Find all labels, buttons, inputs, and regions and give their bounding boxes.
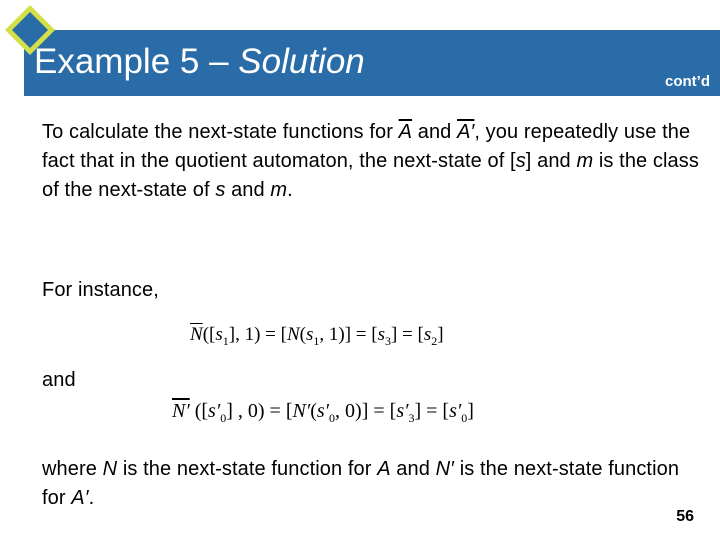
p1-text-c: , you repeatedly use the fact that in the quotient automaton, the next-state of [: [42, 121, 691, 172]
p1-symbol-m: m: [576, 150, 594, 172]
page-title: [34, 40, 365, 84]
p4-symbol-a-prime: A′: [71, 487, 89, 509]
equation-2: N′ ($[s'_0]$ , $0) = [N'(s'_0$, $0)] = [s'_3] = [s'_0]$: [172, 400, 474, 425]
p4-text-b: is the next-state function for: [117, 458, 378, 480]
p4-symbol-n: N: [102, 458, 118, 480]
p4-text-a: where: [42, 458, 103, 480]
equation-1: $\overline{N}([s_1]$, $1) = [N(s_1$, $1)] = [s_3] = [s_2]$: [190, 324, 444, 348]
p1-text-a: To calculate the next-state functions for: [42, 121, 399, 143]
p1-symbol-a-prime: A′: [457, 121, 475, 143]
paragraph-where: [42, 455, 702, 513]
page-number: 56: [676, 508, 694, 525]
p1-symbol-s2: s: [215, 179, 226, 201]
p1-text-e: is the class of the next-state of: [42, 150, 699, 201]
paragraph-and: and: [42, 369, 76, 391]
p4-text-d: is the next-state function for: [42, 458, 680, 509]
title-italic: Solution: [238, 42, 365, 81]
p1-text-g: .: [287, 179, 293, 201]
paragraph-for-instance: For instance,: [42, 279, 159, 301]
p1-text-d: ] and: [525, 150, 577, 172]
p1-symbol-m2: m: [270, 179, 288, 201]
p4-symbol-a: A: [377, 458, 391, 480]
p1-symbol-a: $\overline{A}$: [398, 121, 413, 143]
p4-text-e: .: [88, 487, 95, 509]
p1-text-f: and: [225, 179, 271, 201]
p1-text-b: and: [412, 121, 458, 143]
p1-symbol-s: s: [515, 150, 526, 172]
p4-text-c: and: [390, 458, 436, 480]
p4-symbol-n-prime: N′: [435, 458, 455, 480]
paragraph-intro: [42, 118, 702, 205]
title-main: Example 5 –: [34, 42, 239, 81]
continued-label: cont’d: [665, 73, 710, 90]
